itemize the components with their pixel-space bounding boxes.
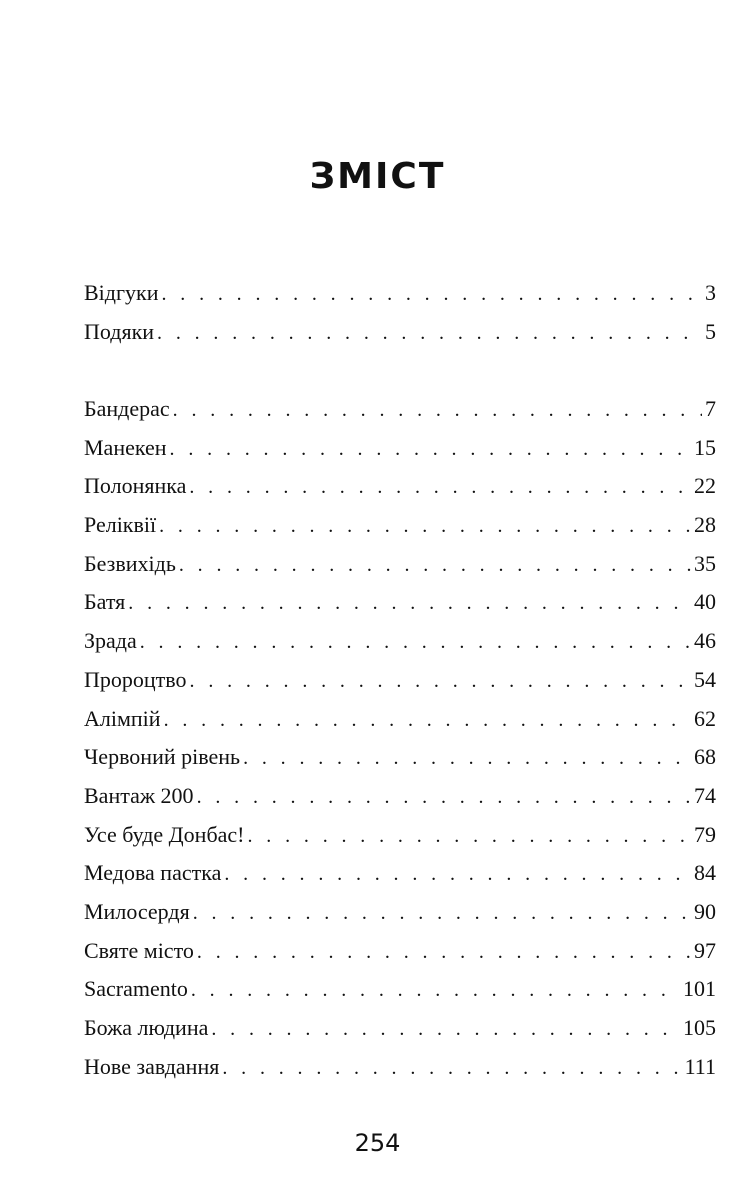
toc-entry-page: 54 <box>694 666 716 692</box>
toc-entry-page: 62 <box>694 705 716 731</box>
dot-leader <box>222 1053 681 1083</box>
dot-leader <box>197 782 691 812</box>
toc-entry-page: 3 <box>705 280 716 305</box>
toc-entry-page: 111 <box>684 1053 716 1079</box>
toc-entry <box>84 1013 716 1052</box>
toc-entry-page: 90 <box>694 898 716 924</box>
dot-leader <box>161 279 702 309</box>
toc-front-matter <box>84 278 716 355</box>
toc-entry <box>84 549 716 588</box>
toc-entry-title: Вантаж 200 <box>84 782 194 808</box>
toc-entry-page: 74 <box>694 782 716 808</box>
dot-leader <box>140 627 691 657</box>
toc-entry <box>84 742 716 781</box>
toc-entry <box>84 278 716 317</box>
toc-entry <box>84 781 716 820</box>
dot-leader <box>211 1014 680 1044</box>
toc-entry-title: Безвихідь <box>84 550 176 576</box>
toc-entry-title: Святе місто <box>84 937 194 963</box>
toc-entry <box>84 820 716 859</box>
toc-entry-title: Милосердя <box>84 898 190 924</box>
toc-entry-title: Відгуки <box>84 280 159 305</box>
toc-entry-page: 79 <box>694 821 716 847</box>
toc-entry <box>84 471 716 510</box>
dot-leader <box>190 666 691 696</box>
toc-entry-title: Божа людина <box>84 1015 209 1040</box>
dot-leader <box>173 395 702 425</box>
toc-entry-page: 101 <box>683 976 716 1002</box>
toc-entry <box>84 974 716 1013</box>
toc-entry-page: 7 <box>705 396 716 421</box>
toc-entry-page: 28 <box>694 512 716 538</box>
toc-entry-page: 40 <box>694 589 716 615</box>
dot-leader <box>191 975 680 1005</box>
toc-entry-title: Медова пастка <box>84 860 222 886</box>
toc-entry-page: 97 <box>694 937 716 963</box>
toc-entry-title: Батя <box>84 589 126 615</box>
toc-entry-page: 22 <box>694 473 716 499</box>
toc-entry <box>84 317 716 356</box>
toc-entry-title: Усе буде Донбас! <box>84 821 245 847</box>
dot-leader <box>170 434 691 464</box>
toc-entry-page: 5 <box>705 318 716 344</box>
toc-entry <box>84 626 716 665</box>
toc-entry <box>84 897 716 936</box>
dot-leader <box>197 937 691 967</box>
toc-entry <box>84 394 716 433</box>
toc-entry-title: Нове завдання <box>84 1053 220 1079</box>
dot-leader <box>243 743 691 773</box>
dot-leader <box>159 511 691 541</box>
toc-entry-title: Манекен <box>84 434 167 460</box>
toc-entry-title: Реліквії <box>84 512 157 538</box>
toc-entry-title: Алімпій <box>84 705 161 731</box>
dot-leader <box>224 859 691 889</box>
toc-entry <box>84 587 716 626</box>
toc-entry <box>84 665 716 704</box>
toc-entry-title: Бандерас <box>84 396 170 421</box>
toc-entry <box>84 510 716 549</box>
toc-entry-page: 68 <box>694 744 716 770</box>
page-number: 254 <box>354 1129 401 1157</box>
toc-entry-page: 105 <box>683 1015 716 1040</box>
toc-entry-title: Sacramento <box>84 976 188 1002</box>
toc-entry-title: Полонянка <box>84 473 187 499</box>
toc-entry <box>84 858 716 897</box>
toc-entry <box>84 433 716 472</box>
toc-entry-page: 15 <box>694 434 716 460</box>
dot-leader <box>164 705 691 735</box>
toc-entry <box>84 1052 716 1091</box>
toc-entry-page: 35 <box>694 550 716 576</box>
toc-entry-title: Пророцтво <box>84 666 187 692</box>
dot-leader <box>248 821 692 851</box>
toc-entry <box>84 936 716 975</box>
page-title: ЗМІСТ <box>309 156 446 197</box>
toc-entry-page: 46 <box>694 628 716 654</box>
dot-leader <box>128 588 691 618</box>
toc-entry-title: Зрада <box>84 628 137 654</box>
toc-entry-page: 84 <box>694 860 716 886</box>
toc-entry-title: Червоний рівень <box>84 744 241 770</box>
dot-leader <box>157 318 702 348</box>
toc-chapters <box>84 394 716 1090</box>
toc-entry <box>84 704 716 743</box>
dot-leader <box>189 472 691 502</box>
dot-leader <box>179 550 691 580</box>
toc-entry-title: Подяки <box>84 318 155 344</box>
dot-leader <box>193 898 691 928</box>
